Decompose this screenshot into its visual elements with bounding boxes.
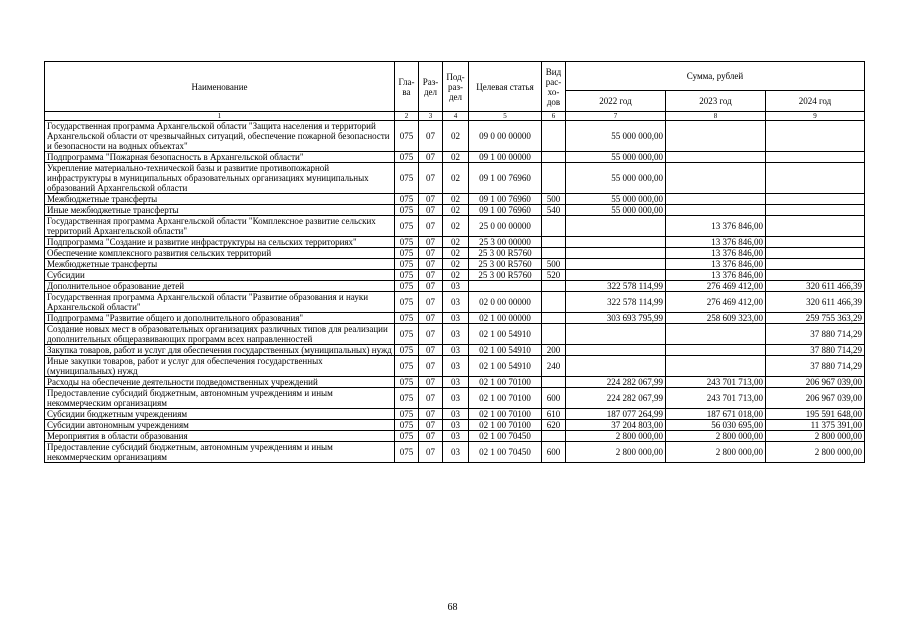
table-row [45,442,865,463]
row-razdel-cell: 07 [419,237,443,248]
table-row [45,345,865,356]
row-name-cell: Подпрограмма "Развитие общего и дополнительного образования" [45,313,395,324]
row-podrazdel-cell: 02 [443,152,469,163]
row-podrazdel-cell: 02 [443,205,469,216]
row-2022-cell: 303 693 795,99 [566,313,666,324]
row-podrazdel-cell: 03 [443,409,469,420]
row-podrazdel-cell: 03 [443,377,469,388]
table-row [45,216,865,237]
row-name-cell: Закупка товаров, работ и услуг для обеспечения государственных (муниципальных) нужд [45,345,395,356]
row-name-cell: Иные межбюджетные трансферты [45,205,395,216]
row-2023-cell [666,194,766,205]
row-2024-cell: 37 880 714,29 [766,324,865,345]
row-celevaya-cell: 02 1 00 54910 [469,345,542,356]
table-row [45,292,865,313]
row-2022-cell: 187 077 264,99 [566,409,666,420]
row-celevaya-cell: 02 1 00 70450 [469,431,542,442]
row-vid-cell [542,163,566,194]
row-2024-cell [766,248,865,259]
row-2023-cell: 2 800 000,00 [666,431,766,442]
table-row [45,281,865,292]
row-glava-cell: 075 [395,194,419,205]
row-2023-cell [666,163,766,194]
row-name-cell: Создание новых мест в образовательных организациях различных типов для реализации дополнительных общеразвивающих программ всех направленностей [45,324,395,345]
row-glava-cell: 075 [395,442,419,463]
row-razdel-cell: 07 [419,163,443,194]
row-name-cell: Укрепление материально-технической базы и развитие противопожарной инфраструктуры в муниципальных образовательных организациях муниципальных образований Архангельской области [45,163,395,194]
row-celevaya-cell: 02 1 00 70100 [469,420,542,431]
table-row [45,313,865,324]
row-glava-cell: 075 [395,345,419,356]
table-row [45,356,865,377]
row-2023-cell [666,356,766,377]
row-celevaya-cell: 02 1 00 70100 [469,409,542,420]
row-podrazdel-cell: 03 [443,345,469,356]
row-glava-cell: 075 [395,409,419,420]
row-razdel-cell: 07 [419,205,443,216]
row-vid-cell [542,248,566,259]
row-glava-cell: 075 [395,270,419,281]
row-name-cell: Субсидии бюджетным учреждениям [45,409,395,420]
row-name-cell: Межбюджетные трансферты [45,194,395,205]
row-name-cell: Субсидии [45,270,395,281]
row-name-cell: Мероприятия в области образования [45,431,395,442]
table-row [45,237,865,248]
row-podrazdel-cell: 03 [443,442,469,463]
table-row [45,431,865,442]
table-body [45,121,865,463]
row-vid-cell: 500 [542,259,566,270]
column-number-cell: 1 [45,112,395,121]
row-podrazdel-cell: 02 [443,259,469,270]
row-glava-cell: 075 [395,152,419,163]
row-celevaya-cell: 09 1 00 76960 [469,205,542,216]
row-2023-cell: 13 376 846,00 [666,270,766,281]
row-2022-cell [566,237,666,248]
row-glava-cell: 075 [395,388,419,409]
row-vid-cell [542,152,566,163]
row-glava-cell: 075 [395,216,419,237]
row-2023-cell: 258 609 323,00 [666,313,766,324]
row-2024-cell [766,259,865,270]
row-vid-cell [542,121,566,152]
row-2022-cell: 224 282 067,99 [566,388,666,409]
row-2024-cell [766,163,865,194]
header-podrazdel: Под-раз-дел [443,62,469,112]
row-celevaya-cell: 09 0 00 00000 [469,121,542,152]
row-podrazdel-cell: 03 [443,281,469,292]
row-2022-cell [566,216,666,237]
row-podrazdel-cell: 03 [443,313,469,324]
row-razdel-cell: 07 [419,270,443,281]
column-number-cell: 5 [469,112,542,121]
row-vid-cell [542,281,566,292]
row-celevaya-cell: 25 3 00 00000 [469,237,542,248]
header-vid: Вид рас-хо-дов [542,62,566,112]
row-2022-cell [566,270,666,281]
row-2022-cell [566,356,666,377]
row-2023-cell: 13 376 846,00 [666,237,766,248]
row-2023-cell: 13 376 846,00 [666,259,766,270]
row-celevaya-cell: 02 1 00 70100 [469,388,542,409]
row-name-cell: Иные закупки товаров, работ и услуг для обеспечения государственных (муниципальных) нужд [45,356,395,377]
header-razdel: Раз-дел [419,62,443,112]
row-vid-cell: 520 [542,270,566,281]
row-2024-cell: 37 880 714,29 [766,356,865,377]
row-podrazdel-cell: 02 [443,216,469,237]
row-podrazdel-cell: 03 [443,356,469,377]
row-2023-cell: 243 701 713,00 [666,377,766,388]
row-razdel-cell: 07 [419,377,443,388]
row-razdel-cell: 07 [419,194,443,205]
column-number-cell: 4 [443,112,469,121]
row-celevaya-cell: 02 1 00 54910 [469,356,542,377]
row-celevaya-cell: 09 1 00 76960 [469,163,542,194]
row-glava-cell: 075 [395,356,419,377]
row-podrazdel-cell: 02 [443,270,469,281]
row-razdel-cell: 07 [419,281,443,292]
table-row [45,163,865,194]
row-razdel-cell: 07 [419,216,443,237]
row-2024-cell [766,270,865,281]
row-podrazdel-cell: 03 [443,431,469,442]
page-number: 68 [447,602,458,613]
row-2022-cell: 55 000 000,00 [566,205,666,216]
row-2023-cell [666,324,766,345]
row-2022-cell: 224 282 067,99 [566,377,666,388]
header-glava: Гла-ва [395,62,419,112]
row-name-cell: Подпрограмма "Создание и развитие инфраструктуры на сельских территориях" [45,237,395,248]
row-2023-cell: 187 671 018,00 [666,409,766,420]
row-2022-cell [566,345,666,356]
table-row [45,388,865,409]
row-2022-cell [566,248,666,259]
row-2022-cell: 2 800 000,00 [566,431,666,442]
row-vid-cell: 600 [542,442,566,463]
row-razdel-cell: 07 [419,356,443,377]
row-celevaya-cell: 02 0 00 00000 [469,292,542,313]
row-glava-cell: 075 [395,431,419,442]
row-name-cell: Государственная программа Архангельской области "Защита населения и территорий Архангельской области от чрезвычайных ситуаций, обеспечение пожарной безопасности и безопасности на водных объектах" [45,121,395,152]
header-celevaya: Целевая статья [469,62,542,112]
row-glava-cell: 075 [395,281,419,292]
row-vid-cell [542,292,566,313]
row-podrazdel-cell: 02 [443,194,469,205]
row-podrazdel-cell: 02 [443,248,469,259]
column-number-cell: 6 [542,112,566,121]
row-razdel-cell: 07 [419,152,443,163]
row-glava-cell: 075 [395,259,419,270]
row-name-cell: Предоставление субсидий бюджетным, автономным учреждениям и иным некоммерческим организациям [45,388,395,409]
header-summa: Сумма, рублей [566,62,865,91]
row-2022-cell: 322 578 114,99 [566,281,666,292]
row-2022-cell: 322 578 114,99 [566,292,666,313]
row-razdel-cell: 07 [419,248,443,259]
row-glava-cell: 075 [395,377,419,388]
row-glava-cell: 075 [395,313,419,324]
row-2024-cell: 320 611 466,39 [766,292,865,313]
row-podrazdel-cell: 03 [443,388,469,409]
row-2022-cell [566,259,666,270]
row-2023-cell: 2 800 000,00 [666,442,766,463]
row-celevaya-cell: 09 1 00 76960 [469,194,542,205]
row-celevaya-cell: 25 3 00 R5760 [469,270,542,281]
row-2022-cell: 2 800 000,00 [566,442,666,463]
row-2023-cell: 13 376 846,00 [666,216,766,237]
row-podrazdel-cell: 02 [443,163,469,194]
row-podrazdel-cell: 02 [443,121,469,152]
row-glava-cell: 075 [395,163,419,194]
row-2022-cell [566,324,666,345]
row-2023-cell [666,121,766,152]
table-row [45,121,865,152]
table-row [45,248,865,259]
header-2024: 2024 год [766,91,865,112]
row-2022-cell: 55 000 000,00 [566,152,666,163]
row-vid-cell [542,216,566,237]
row-2024-cell: 259 755 363,29 [766,313,865,324]
row-razdel-cell: 07 [419,442,443,463]
row-name-cell: Обеспечение комплексного развития сельских территорий [45,248,395,259]
row-2024-cell: 206 967 039,00 [766,388,865,409]
row-vid-cell: 540 [542,205,566,216]
table-row [45,194,865,205]
row-name-cell: Дополнительное образование детей [45,281,395,292]
row-2023-cell: 13 376 846,00 [666,248,766,259]
row-razdel-cell: 07 [419,345,443,356]
row-vid-cell [542,313,566,324]
column-number-cell: 7 [566,112,666,121]
table-row [45,377,865,388]
column-number-cell: 9 [766,112,865,121]
row-glava-cell: 075 [395,420,419,431]
row-razdel-cell: 07 [419,420,443,431]
row-celevaya-cell: 25 3 00 R5760 [469,259,542,270]
row-razdel-cell: 07 [419,292,443,313]
row-2022-cell: 55 000 000,00 [566,194,666,205]
row-2022-cell: 55 000 000,00 [566,163,666,194]
row-glava-cell: 075 [395,205,419,216]
row-name-cell: Подпрограмма "Пожарная безопасность в Архангельской области" [45,152,395,163]
row-2024-cell [766,152,865,163]
table-row [45,152,865,163]
row-podrazdel-cell: 02 [443,237,469,248]
row-2024-cell [766,216,865,237]
row-razdel-cell: 07 [419,431,443,442]
row-razdel-cell: 07 [419,121,443,152]
row-vid-cell [542,377,566,388]
row-2024-cell: 2 800 000,00 [766,442,865,463]
row-podrazdel-cell: 03 [443,292,469,313]
budget-table [44,61,865,463]
column-number-cell: 8 [666,112,766,121]
table-row [45,270,865,281]
row-2024-cell: 2 800 000,00 [766,431,865,442]
header-2023: 2023 год [666,91,766,112]
row-celevaya-cell: 02 1 00 54910 [469,324,542,345]
row-celevaya-cell: 25 3 00 R5760 [469,248,542,259]
row-2024-cell [766,121,865,152]
column-number-cell: 2 [395,112,419,121]
row-razdel-cell: 07 [419,313,443,324]
row-celevaya-cell: 02 1 00 70100 [469,377,542,388]
row-vid-cell [542,431,566,442]
row-2024-cell [766,237,865,248]
row-razdel-cell: 07 [419,259,443,270]
row-razdel-cell: 07 [419,324,443,345]
row-2022-cell: 37 204 803,00 [566,420,666,431]
table-row [45,259,865,270]
row-glava-cell: 075 [395,248,419,259]
row-2024-cell: 37 880 714,29 [766,345,865,356]
header-name: Наименование [45,62,395,112]
row-2024-cell: 320 611 466,39 [766,281,865,292]
row-name-cell: Предоставление субсидий бюджетным, автономным учреждениям и иным некоммерческим организациям [45,442,395,463]
row-2024-cell [766,205,865,216]
row-2023-cell: 56 030 695,00 [666,420,766,431]
row-name-cell: Государственная программа Архангельской области "Развитие образования и науки Архангельской области" [45,292,395,313]
row-2023-cell: 276 469 412,00 [666,281,766,292]
row-2024-cell: 195 591 648,00 [766,409,865,420]
row-name-cell: Расходы на обеспечение деятельности подведомственных учреждений [45,377,395,388]
row-razdel-cell: 07 [419,409,443,420]
row-glava-cell: 075 [395,324,419,345]
row-podrazdel-cell: 03 [443,324,469,345]
row-celevaya-cell: 02 1 00 00000 [469,313,542,324]
row-2023-cell [666,152,766,163]
row-vid-cell [542,237,566,248]
column-number-row [45,112,865,121]
row-2022-cell: 55 000 000,00 [566,121,666,152]
row-2024-cell: 206 967 039,00 [766,377,865,388]
row-2023-cell [666,205,766,216]
row-celevaya-cell: 09 1 00 00000 [469,152,542,163]
table-row [45,420,865,431]
row-name-cell: Субсидии автономным учреждениям [45,420,395,431]
table-header [45,62,865,121]
row-2024-cell: 11 375 391,00 [766,420,865,431]
row-vid-cell: 200 [542,345,566,356]
row-name-cell: Межбюджетные трансферты [45,259,395,270]
row-razdel-cell: 07 [419,388,443,409]
row-2023-cell [666,345,766,356]
row-glava-cell: 075 [395,237,419,248]
table-row [45,205,865,216]
row-vid-cell: 600 [542,388,566,409]
row-vid-cell: 620 [542,420,566,431]
row-podrazdel-cell: 03 [443,420,469,431]
row-2023-cell: 243 701 713,00 [666,388,766,409]
table-row [45,409,865,420]
row-vid-cell: 610 [542,409,566,420]
row-glava-cell: 075 [395,121,419,152]
row-celevaya-cell: 25 0 00 00000 [469,216,542,237]
row-2023-cell: 276 469 412,00 [666,292,766,313]
table-row [45,324,865,345]
row-name-cell: Государственная программа Архангельской области "Комплексное развитие сельских территорий Архангельской области" [45,216,395,237]
row-2024-cell [766,194,865,205]
column-number-cell: 3 [419,112,443,121]
row-vid-cell: 500 [542,194,566,205]
row-celevaya-cell [469,281,542,292]
row-glava-cell: 075 [395,292,419,313]
row-celevaya-cell: 02 1 00 70450 [469,442,542,463]
row-vid-cell [542,324,566,345]
header-2022: 2022 год [566,91,666,112]
row-vid-cell: 240 [542,356,566,377]
